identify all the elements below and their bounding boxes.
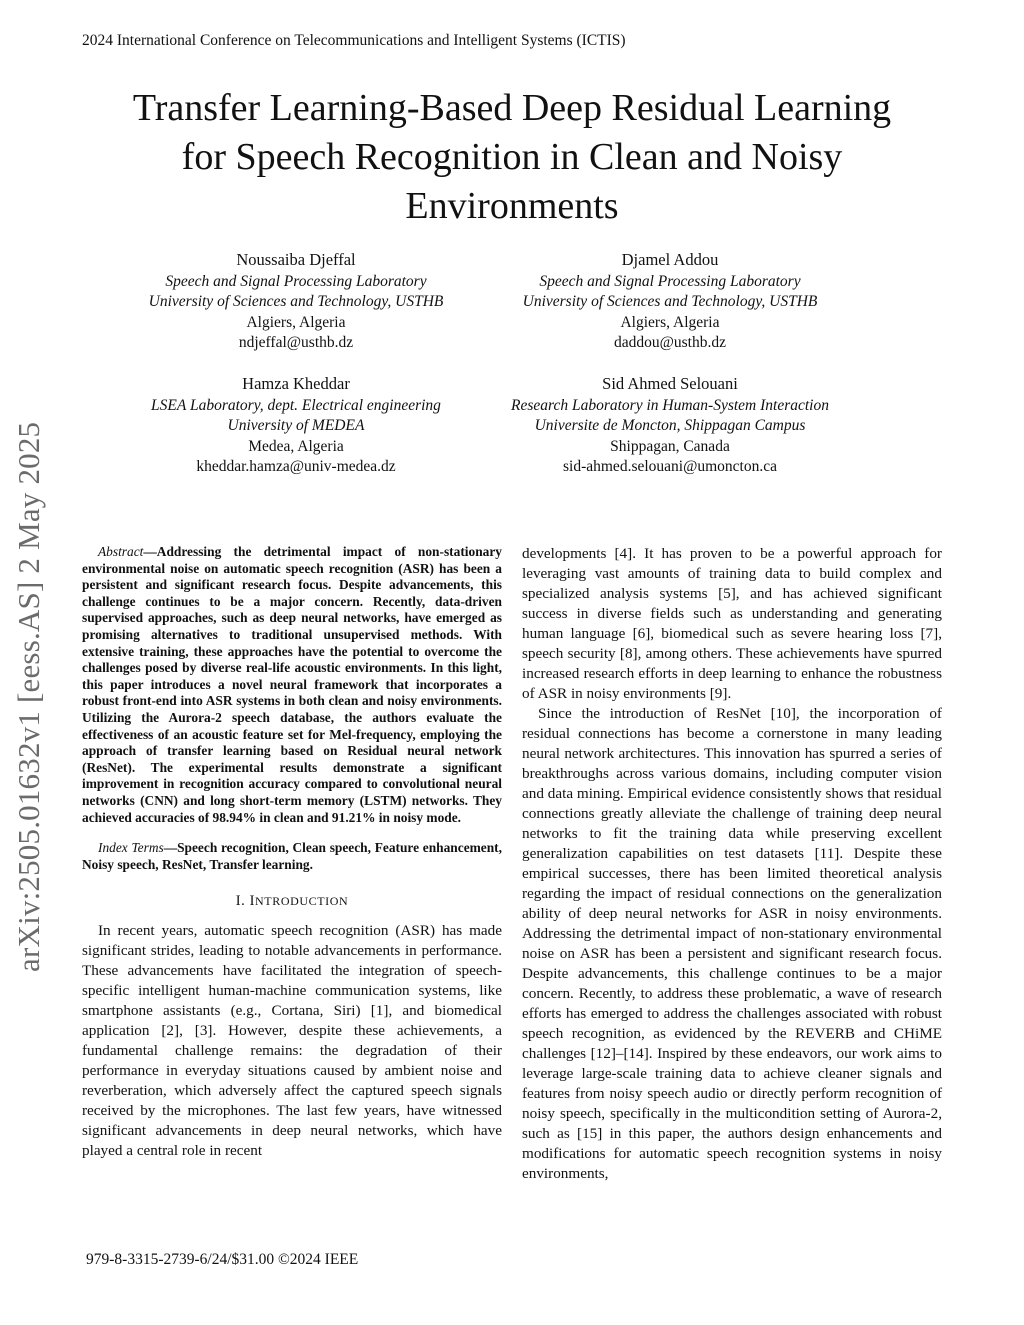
abstract-label: Abstract [98, 544, 144, 559]
intro-paragraph-3: Since the introduction of ResNet [10], the incorporation of residual connections has become a cornerstone in many leading neural network architectures. This innovation has spurred a series of breakthroughs across various domains, including computer vision and data mining. Empirical evidence consistently shows that residual connections greatly alleviate the challenge of training deep neural networks to fit the training data while preserving excellent generalization capabilities on test datasets [11]. Despite these empirical successes, there has been limited theoretical analysis regarding the impact of residual connections on the generalization ability of deep neural networks for ASR in noisy environments. Addressing the detrimental impact of non-stationary environmental noise on ASR has been a persistent and significant research focus. Despite advancements, this challenge continues to be a major concern. Recently, to address these problematic, a wave of research efforts has emerged to address the challenges associated with robust speech recognition, as evidenced by the REVERB and CHiME challenges [12]–[14]. Inspired by these endeavors, our work aims to leverage large-scale training data to achieve cleaner signals and features from noisy speech audio or directly perform recognition of noisy speech, specifically in the multicondition setting of Aurora-2, such as [15] in this paper, the authors design enhancements and modifications for automatic speech recognition systems in noisy environments, [522, 705, 942, 1182]
copyright-footer: 979-8-3315-2739-6/24/$31.00 ©2024 IEEE [86, 1251, 359, 1268]
author-block-4 [460, 374, 880, 478]
left-column [82, 544, 502, 1161]
author-affiliation: Speech and Signal Processing Laboratory [165, 272, 427, 290]
author-block-2 [460, 250, 880, 354]
author-block-3 [86, 374, 506, 478]
author-institution: Universite de Moncton, Shippagan Campus [534, 417, 806, 434]
conference-header: 2024 International Conference on Telecommunications and Intelligent Systems (ICTIS) [82, 32, 626, 49]
author-location: Algiers, Algeria [246, 313, 346, 331]
title-line: Transfer Learning-Based Deep Residual Learning [132, 87, 892, 129]
paper-title [60, 84, 964, 231]
author-affiliation: Research Laboratory in Human-System Interaction [511, 396, 829, 414]
index-terms-text: —Speech recognition, Clean speech, Feature enhancement, Noisy speech, ResNet, Transfer learning. [82, 840, 502, 872]
author-name: Hamza Kheddar [242, 374, 350, 393]
index-terms-label: Index Terms [98, 840, 164, 856]
title-line: for Speech Recognition in Clean and Noisy [181, 136, 843, 178]
author-email: daddou@usthb.dz [614, 334, 726, 351]
author-institution: University of Sciences and Technology, USTHB [522, 293, 818, 310]
author-location: Shippagan, Canada [610, 437, 730, 455]
index-terms [82, 840, 502, 873]
author-institution: University of Sciences and Technology, USTHB [148, 293, 444, 310]
arxiv-stamp: arXiv:2505.01632v1 [eess.AS] 2 May 2025 [11, 421, 46, 972]
author-email: sid-ahmed.selouani@umoncton.ca [563, 458, 777, 475]
author-location: Medea, Algeria [248, 437, 344, 455]
author-block-1 [86, 250, 506, 354]
author-email: kheddar.hamza@univ-medea.dz [196, 458, 396, 475]
intro-paragraph-1: In recent years, automatic speech recognition (ASR) has made significant strides, leading to notable advancements in performance. These advancements have facilitated the integration of speech-specific intelligent human-machine communication systems, like smartphone assistants (e.g., Cortana, Siri) [1], and biomedical application [2], [3]. However, despite these achievements, a fundamental challenge remains: the degradation of their performance in everyday situations caused by ambient noise and reverberation, which adversely affect the captured speech signals received by the microphones. The last few years, have witnessed significant advancements in deep neural networks, which have played a central role in recent [82, 922, 502, 1160]
right-column [522, 544, 942, 1184]
author-name: Djamel Addou [621, 250, 719, 269]
author-email: ndjeffal@usthb.dz [238, 334, 354, 351]
section-heading-introduction: I. INTRODUCTION [235, 893, 349, 910]
author-affiliation: LSEA Laboratory, dept. Electrical engineering [151, 396, 441, 414]
author-name: Sid Ahmed Selouani [602, 374, 738, 393]
author-institution: University of MEDEA [227, 417, 365, 434]
intro-paragraph-2: developments [4]. It has proven to be a powerful approach for leveraging vast amounts of training data to build complex and specialized analysis systems [5], and has achieved significant success in diverse fields such as understanding and generating human language [6], biomedical such as severe hearing loss [7], speech security [8], among others. These achievements have spurred increased research efforts in deep learning to enhance the robustness of ASR in noisy environments [9]. [522, 545, 942, 702]
abstract [82, 544, 502, 826]
author-name: Noussaiba Djeffal [236, 250, 356, 269]
title-line: Environments [405, 185, 619, 227]
abstract-text: —Addressing the detrimental impact of non-stationary environmental noise on automatic speech recognition (ASR) has been a persistent and significant research focus. Despite advancements, this challenge continues to be a major concern. Recently, data-driven supervised approaches, such as deep neural networks, have emerged as promising alternatives to traditional unsupervised methods. With extensive training, these approaches have the potential to overcome the challenges posed by diverse real-life acoustic environments. In this light, this paper introduces a novel neural framework that incorporates a robust front-end into ASR systems in both clean and noisy environments. Utilizing the Aurora-2 speech database, the authors evaluate the effectiveness of an acoustic feature set for Mel-frequency, employing the approach of transfer learning based on Residual neural network (ResNet). The experimental results demonstrate a significant improvement in recognition accuracy compared to convolutional neural networks (CNN) and long short-term memory (LSTM) networks. They achieved accuracies of 98.94% in clean and 91.21% in noisy mode. [82, 544, 502, 825]
author-affiliation: Speech and Signal Processing Laboratory [539, 272, 801, 290]
author-location: Algiers, Algeria [620, 313, 720, 331]
